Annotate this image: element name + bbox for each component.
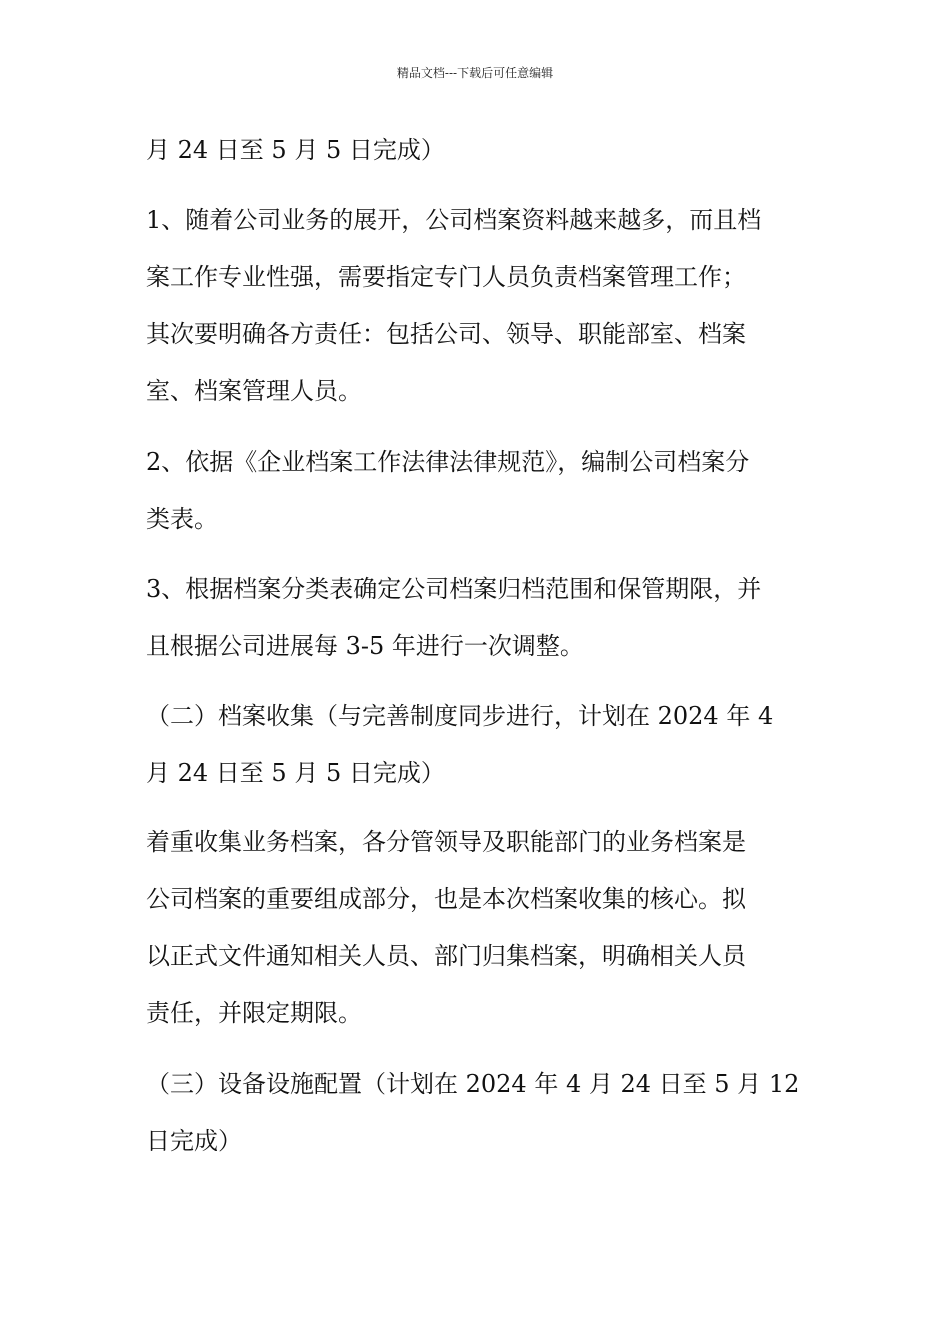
page-header: 精品文档---下载后可任意编辑 [396, 66, 554, 80]
text-line: 室、档案管理人员。 [146, 377, 362, 405]
text-line: 以正式文件通知相关人员、部门归集档案，明确相关人员 [146, 942, 746, 970]
text-line: 日完成） [146, 1127, 242, 1155]
text-line: 着重收集业务档案，各分管领导及职能部门的业务档案是 [146, 828, 746, 856]
text-line: 其次要明确各方责任：包括公司、领导、职能部室、档案 [146, 320, 746, 348]
text-line: 3、根据档案分类表确定公司档案归档范围和保管期限，并 [146, 575, 762, 603]
text-line: 责任，并限定期限。 [146, 999, 362, 1027]
text-line: 2、依据《企业档案工作法律法律规范》，编制公司档案分 [146, 448, 750, 476]
text-line: 类表。 [146, 505, 218, 533]
text-line: 案工作专业性强，需要指定专门人员负责档案管理工作； [146, 263, 746, 291]
text-line: 月 24 日至 5 月 5 日完成） [146, 136, 445, 164]
text-line: 且根据公司进展每 3-5 年进行一次调整。 [146, 632, 584, 660]
text-line: 公司档案的重要组成部分，也是本次档案收集的核心。拟 [146, 885, 746, 913]
text-line: 1、随着公司业务的展开，公司档案资料越来越多，而且档 [146, 206, 762, 234]
section-heading: （三）设备设施配置（计划在 2024 年 4 月 24 日至 5 月 12 [146, 1070, 800, 1098]
section-heading: （二）档案收集（与完善制度同步进行，计划在 2024 年 4 [146, 702, 774, 730]
text-line: 月 24 日至 5 月 5 日完成） [146, 759, 445, 787]
